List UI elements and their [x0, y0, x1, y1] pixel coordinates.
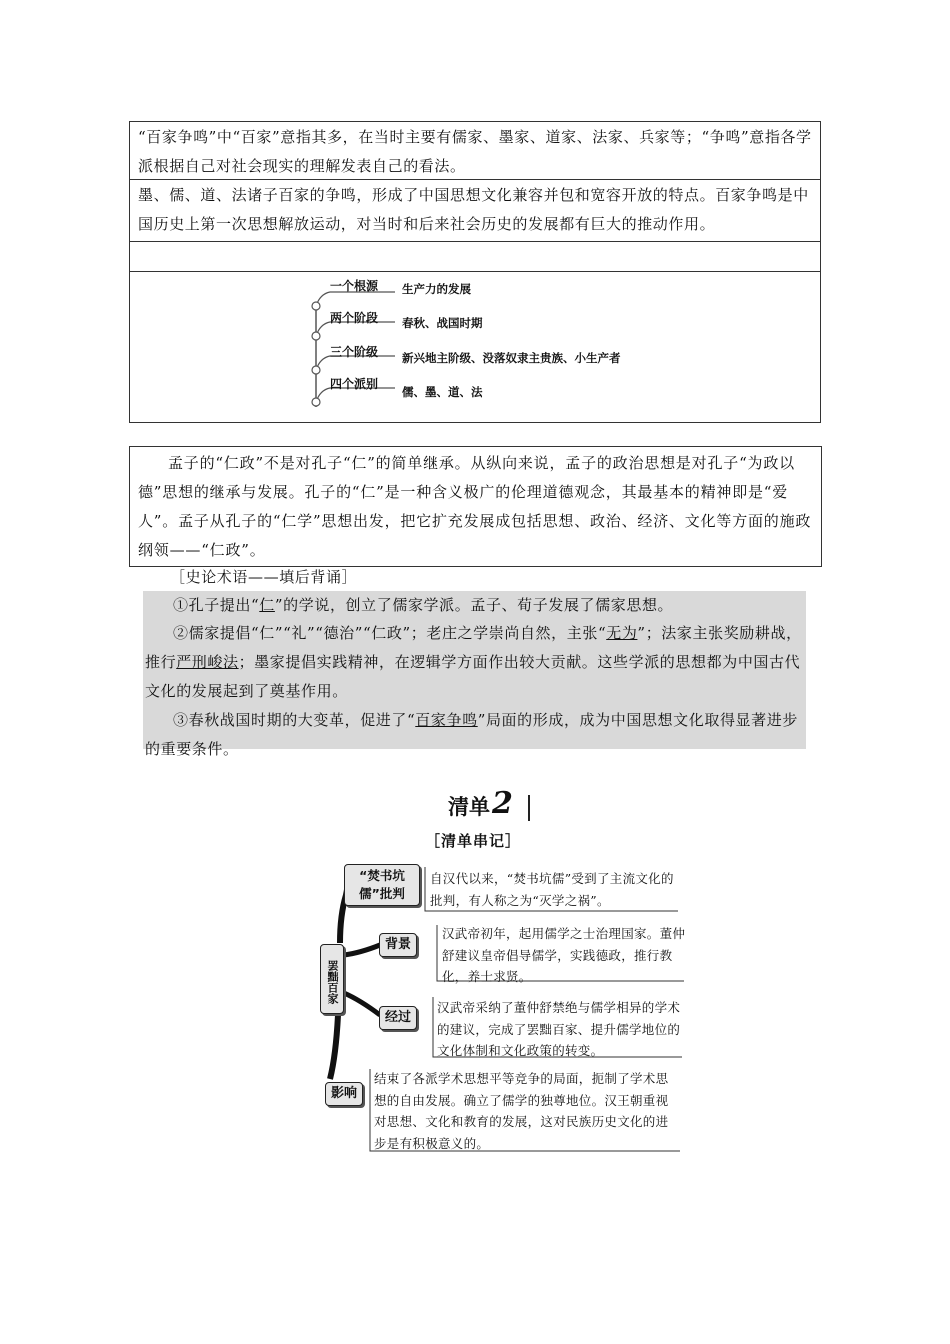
- table-row: [130, 242, 820, 272]
- branch-process: 经过: [379, 1006, 417, 1030]
- branch-process-text: 汉武帝采纳了董仲舒禁绝与儒学相异的学术的建议，完成了罢黜百家、提升儒学地位的文化体制和文化政策的转变。: [437, 1000, 681, 1058]
- title-divider: [528, 795, 530, 821]
- mindmap-label-stages: 两个阶段: [330, 311, 379, 325]
- term-item-2: ②儒家提倡“仁”“礼”“德治”“仁政”；老庄之学崇尚自然，主张“无为”；法家主张奖励耕战，推行严刑峻法；墨家提倡实践精神，在逻辑学方面作出较大贡献。这些学派的思想都为中国古代文化的发展起到了奠基作用。: [145, 624, 802, 700]
- root-node-baichu-baijia: 罢黜百家: [320, 944, 344, 1014]
- term-item-1: ①孔子提出“仁”的学说，创立了儒家学派。孟子、荀子发展了儒家思想。: [173, 596, 674, 614]
- terms-heading: ［史论术语——填后背诵］: [170, 568, 358, 586]
- mencius-note-box: [129, 446, 822, 567]
- blank-answer: 百家争鸣: [415, 711, 478, 729]
- branch-fenshu-kengru: “焚书坑儒”批判: [344, 864, 420, 906]
- branch-background: 背景: [379, 933, 417, 957]
- concept-table: [129, 121, 821, 423]
- blank-answer: 仁: [259, 596, 275, 614]
- blank-answer: 严刑峻法: [176, 653, 239, 671]
- list2-title-text: 清单: [448, 795, 490, 819]
- mindmap-text-classes: 新兴地主阶级、没落奴隶主贵族、小生产者: [402, 351, 621, 365]
- branch-background-text: 汉武帝初年，起用儒学之士治理国家。董仲舒建议皇帝倡导儒学，实践德政，推行教化，养士求贤。: [442, 926, 686, 984]
- terms-block: [143, 591, 806, 758]
- table-row: 墨、儒、道、法诸子百家的争鸣，形成了中国思想文化兼容并包和宽容开放的特点。百家争鸣是中国历史上第一次思想解放运动，对当时和后来社会历史的发展都有巨大的推动作用。: [130, 180, 820, 242]
- list2-subtitle: ［清单串记］: [425, 832, 522, 850]
- branch-impact-text: 结束了各派学术思想平等竞争的局面，扼制了学术思想的自由发展。确立了儒学的独尊地位。汉王朝重视对思想、文化和教育的发展，这对民族历史文化的进步是有积极意义的。: [374, 1071, 669, 1151]
- list2-title-number: 2: [492, 786, 513, 821]
- term-item-3: ③春秋战国时期的大变革，促进了“百家争鸣”局面的形成，成为中国思想文化取得显著进步的重要条件。: [145, 711, 798, 758]
- mindmap-label-schools: 四个派别: [330, 377, 379, 391]
- branch-fenshu-kengru-text: 自汉代以来，“焚书坑儒”受到了主流文化的批判，有人称之为“灭学之祸”。: [430, 871, 674, 908]
- hundred-schools-mindmap: [130, 272, 820, 422]
- mencius-text: 孟子的“仁政”不是对孔子“仁”的简单继承。从纵向来说，孟子的政治思想是对孔子“为政以德”思想的继承与发展。孔子的“仁”是一种含义极广的伦理道德观念，其最基本的精神即是“爱人”。孟子从孔子的“仁学”思想出发，把它扩充发展成包括思想、政治、经济、文化等方面的施政纲领——“仁政”。: [138, 454, 812, 559]
- mindmap-text-stages: 春秋、战国时期: [402, 316, 483, 330]
- mindmap-text-schools: 儒、墨、道、法: [402, 385, 483, 399]
- mindmap-text-root: 生产力的发展: [402, 282, 471, 296]
- list2-title: [448, 786, 530, 820]
- mindmap-label-classes: 三个阶级: [330, 345, 379, 359]
- blank-answer: 无为: [606, 624, 638, 642]
- table-row: “百家争鸣”中“百家”意指其多，在当时主要有儒家、墨家、道家、法家、兵家等；“争鸣”意指各学派根据自己对社会现实的理解发表自己的看法。: [130, 122, 820, 180]
- branch-impact: 影响: [325, 1082, 363, 1106]
- mindmap-label-root: 一个根源: [330, 279, 379, 293]
